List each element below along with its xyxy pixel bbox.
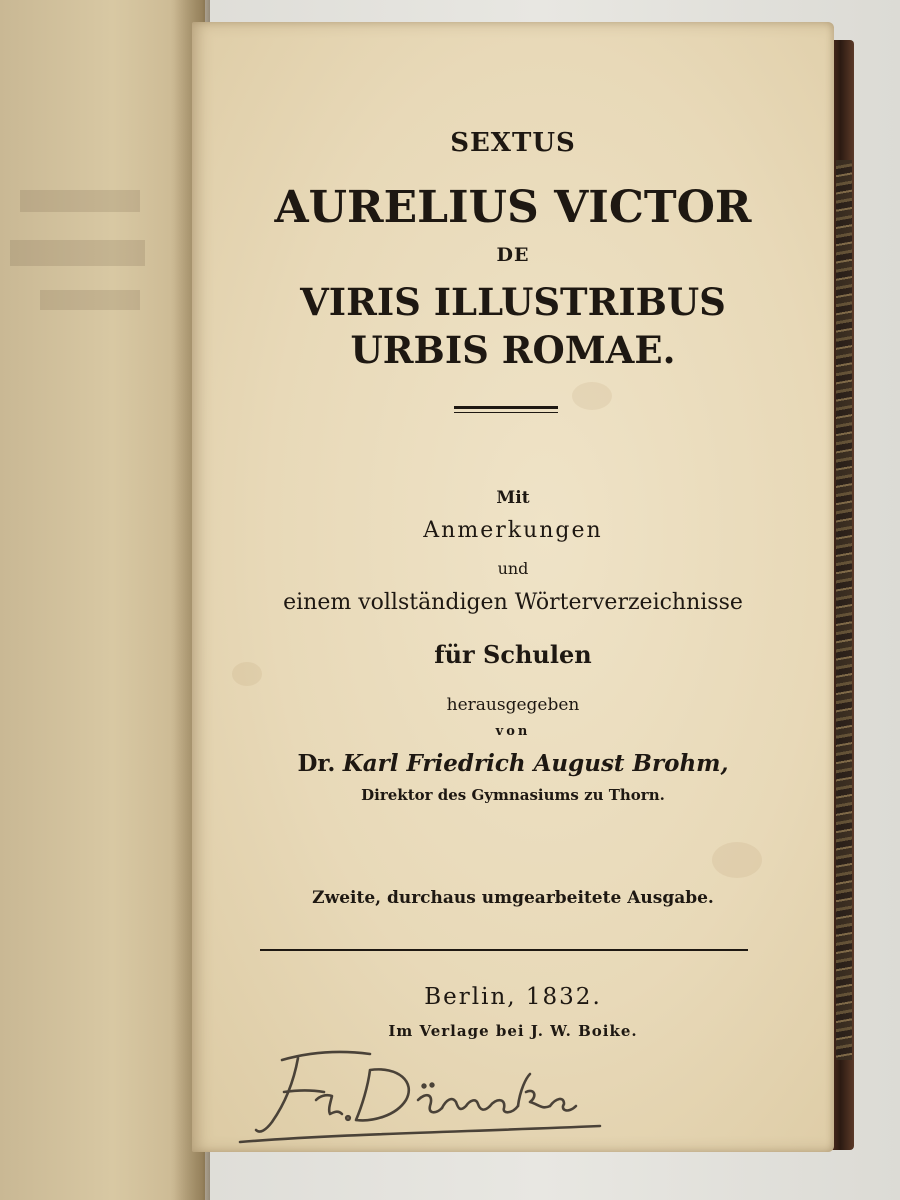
editor-name: Karl Friedrich August Brohm,	[342, 750, 729, 777]
imprint-rule	[260, 949, 748, 951]
subtitle-with: Mit	[496, 488, 530, 508]
editor-role: Direktor des Gymnasiums zu Thorn.	[361, 786, 665, 804]
place-and-year: Berlin, 1832.	[424, 984, 602, 1010]
edited-label: herausgegeben	[446, 695, 580, 715]
title-preposition: DE	[496, 244, 530, 266]
author-name: AURELIUS VICTOR	[274, 182, 752, 233]
subtitle-and: und	[497, 559, 529, 578]
double-rule-divider	[454, 406, 558, 413]
foxing-stain	[712, 842, 762, 878]
by-label: von	[495, 724, 531, 739]
publisher-line: Im Verlage bei J. W. Boike.	[388, 1022, 638, 1040]
book-title-line-1: VIRIS ILLUSTRIBUS	[300, 280, 726, 324]
handwritten-signature	[220, 1030, 640, 1150]
edition-statement: Zweite, durchaus umgearbeitete Ausgabe.	[312, 888, 714, 908]
editor-line	[192, 750, 834, 777]
author-first-name: SEXTUS	[450, 128, 576, 158]
book-title-line-2: URBIS ROMAE.	[350, 328, 676, 372]
foxing-stain	[572, 382, 612, 410]
subtitle-for-schools: für Schulen	[434, 640, 592, 669]
title-page	[192, 22, 834, 1152]
subtitle-annotations: Anmerkungen	[423, 518, 603, 543]
bleed-through-text	[0, 180, 150, 340]
marbled-cover	[836, 160, 852, 1060]
editor-title: Dr.	[297, 750, 336, 777]
subtitle-glossary: einem vollständigen Wörterverzeichnisse	[283, 590, 743, 615]
